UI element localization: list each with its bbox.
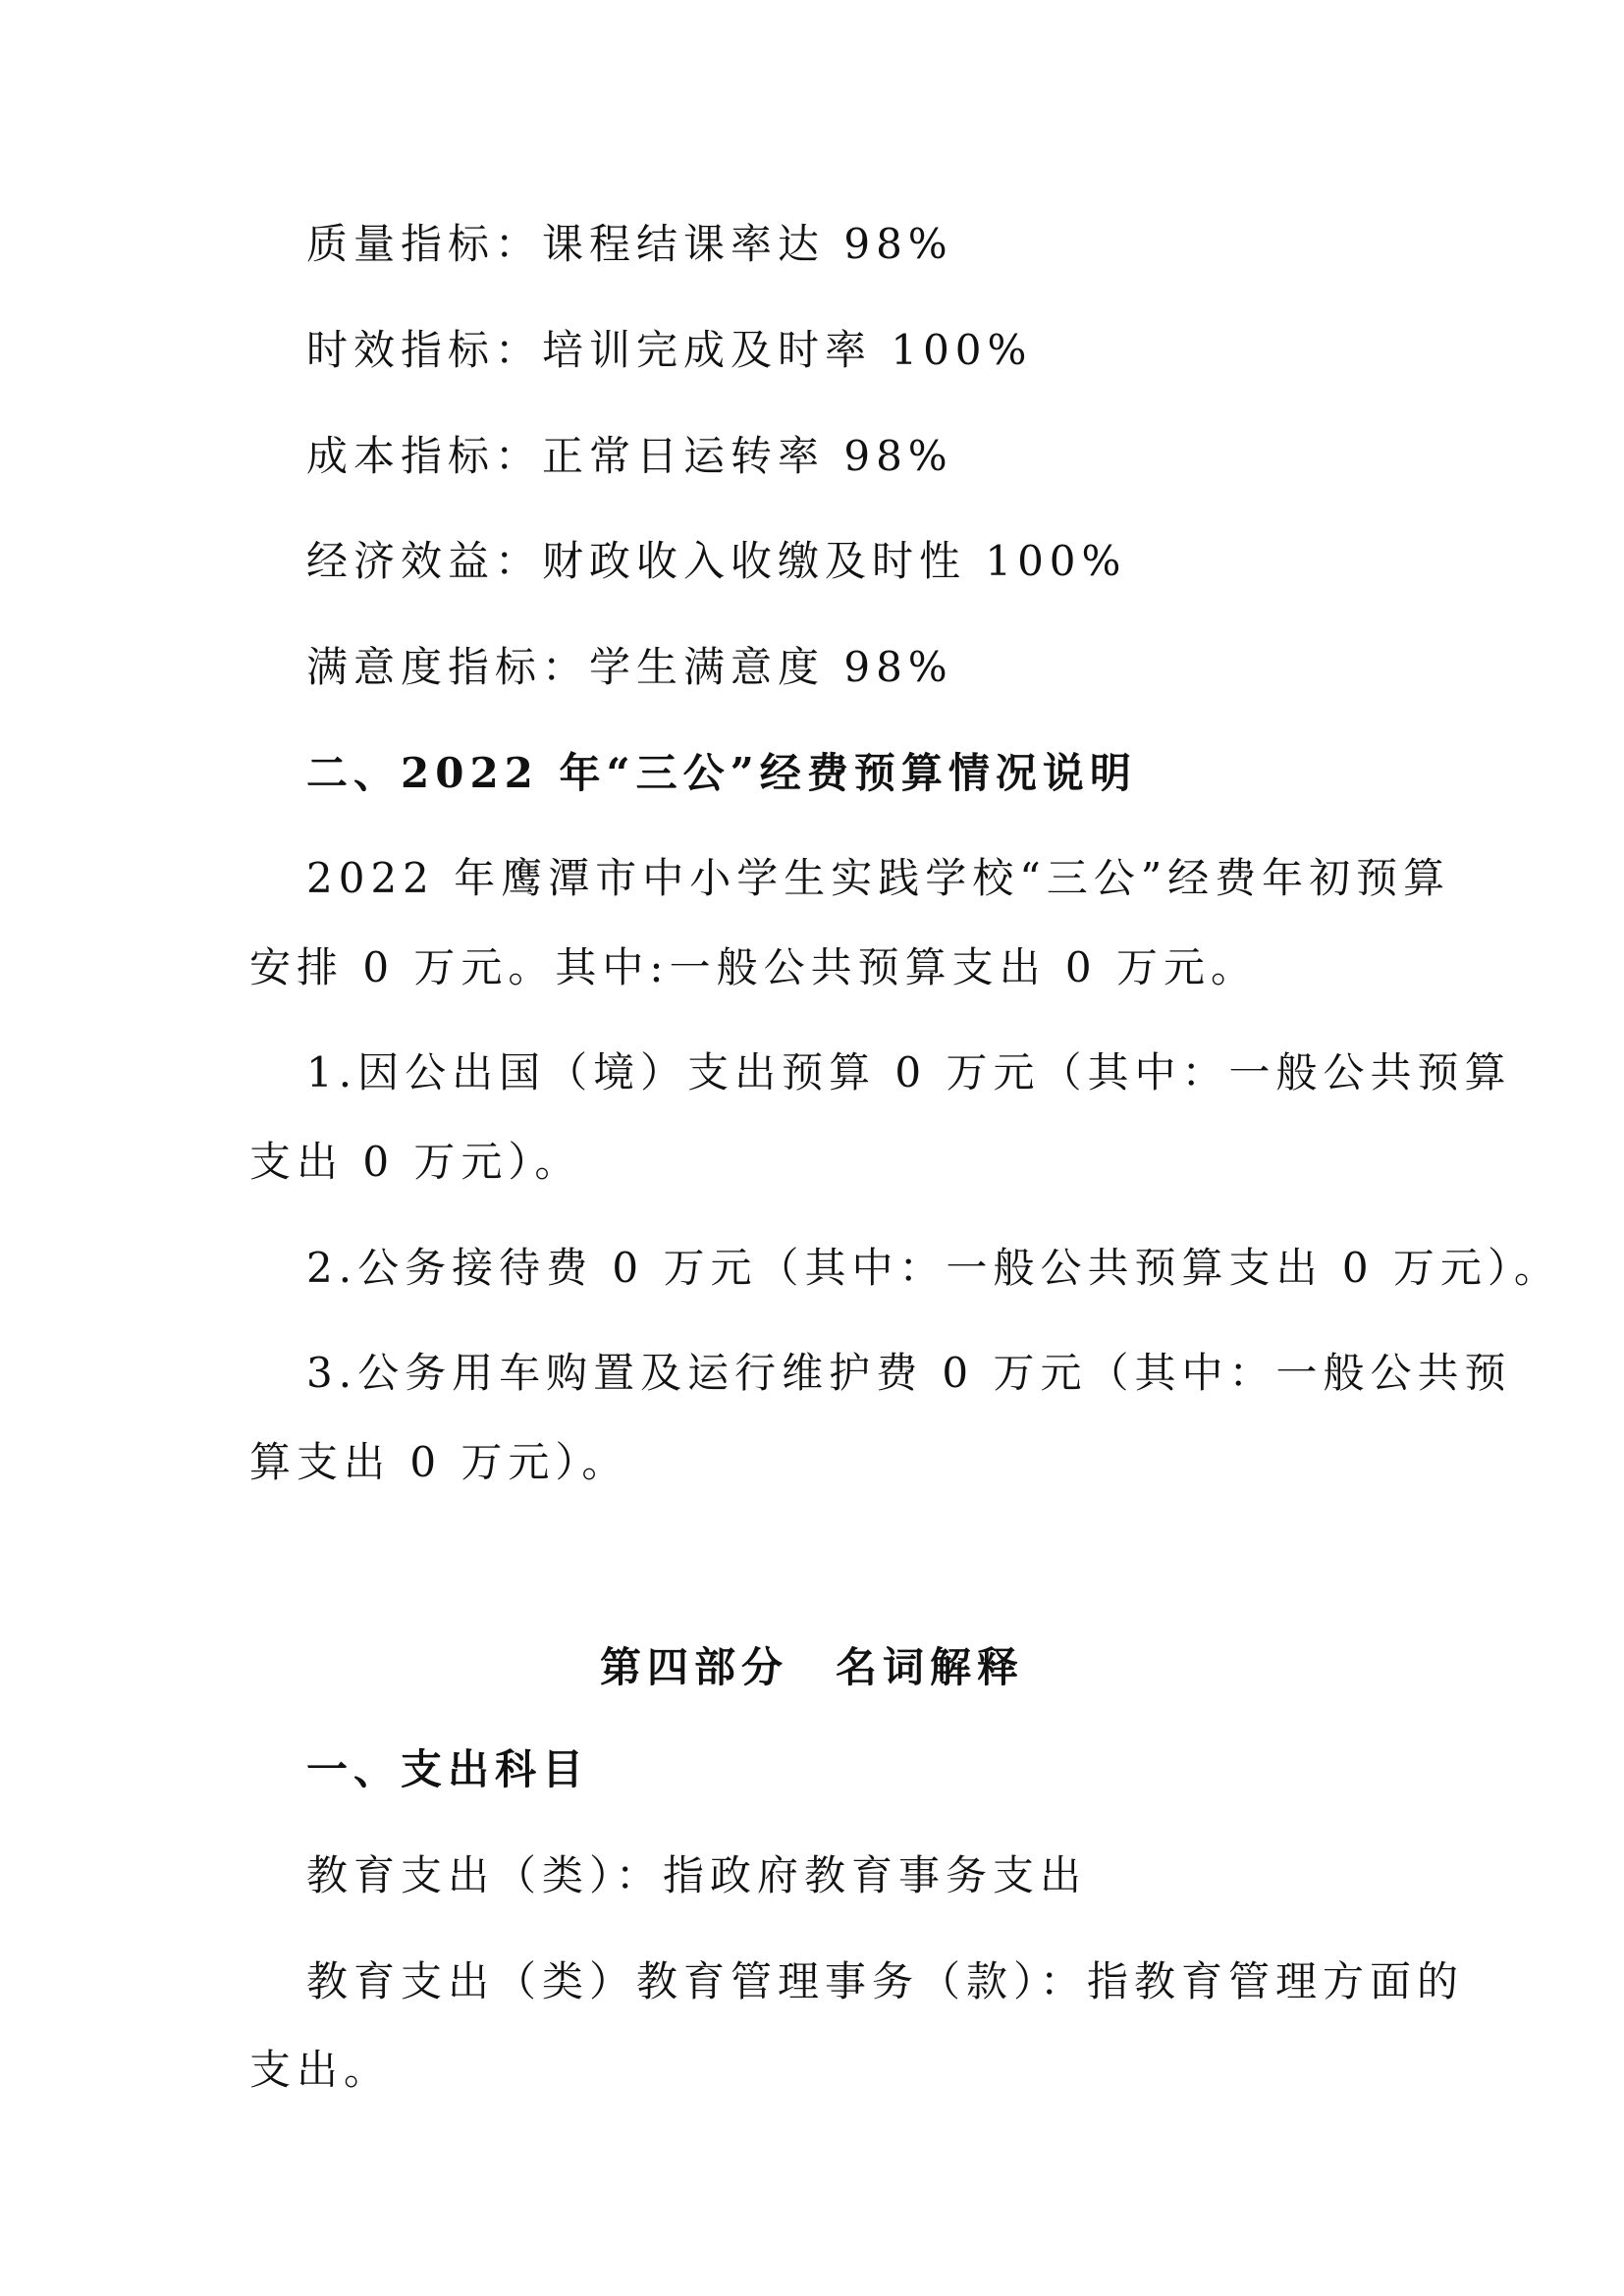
item-overseas-travel-line2: 支出 0 万元）。: [249, 1138, 582, 1186]
indicator-quality: 质量指标：课程结课率达 98%: [306, 220, 953, 268]
item-reception: 2.公务接待费 0 万元（其中：一般公共预算支出 0 万元）。: [306, 1244, 1561, 1292]
definition-education-management-line2: 支出。: [249, 2046, 392, 2094]
paragraph-three-public-line2: 安排 0 万元。其中:一般公共预算支出 0 万元。: [249, 943, 1258, 991]
item-vehicle-line2: 算支出 0 万元）。: [249, 1438, 629, 1486]
indicator-timeliness: 时效指标：培训完成及时率 100%: [306, 326, 1033, 374]
item-vehicle-line1: 3.公务用车购置及运行维护费 0 万元（其中：一般公共预: [306, 1349, 1512, 1397]
item-overseas-travel-line1: 1.因公出国（境）支出预算 0 万元（其中：一般公共预算: [306, 1048, 1512, 1096]
indicator-economic-benefit: 经济效益：财政收入收缴及时性 100%: [306, 537, 1127, 585]
indicator-satisfaction: 满意度指标：学生满意度 98%: [306, 643, 953, 691]
subheading-expenditure-items: 一、支出科目: [306, 1745, 590, 1793]
definition-education-management-line1: 教育支出（类）教育管理事务（款）：指教育管理方面的: [306, 1957, 1465, 2005]
part-title: 第四部分 名词解释: [599, 1643, 1024, 1691]
section-heading-three-public: 二、2022 年“三公”经费预算情况说明: [306, 749, 1137, 797]
indicator-cost: 成本指标：正常日运转率 98%: [306, 432, 953, 480]
definition-education-expenditure: 教育支出（类）：指政府教育事务支出: [306, 1851, 1088, 1899]
paragraph-three-public-line1: 2022 年鹰潭市中小学生实践学校“三公”经费年初预算: [306, 854, 1451, 902]
